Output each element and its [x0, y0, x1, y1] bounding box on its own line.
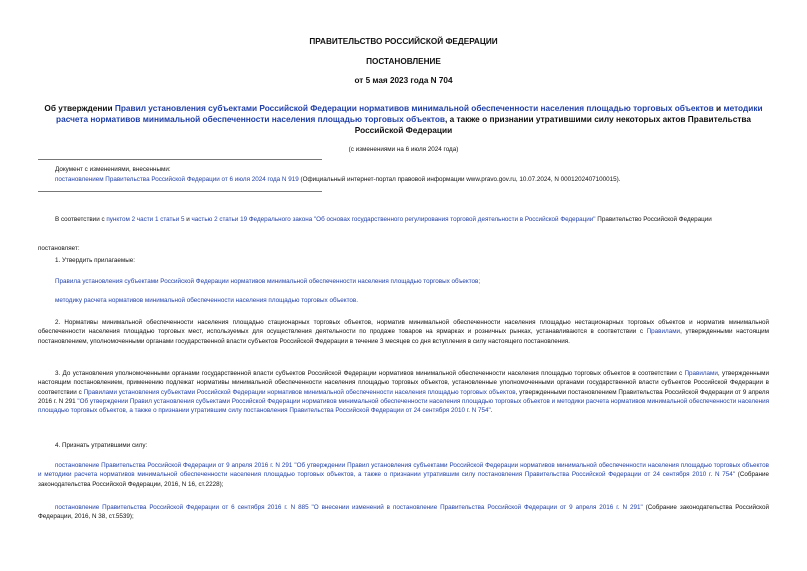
- item-3: [38, 369, 769, 415]
- item-3-text: 3. До установления уполномоченными органами государственной власти субъектов Российской Федерации нормативов минимальной обеспеченности населения площадью торговых объектов в соответствии с: [55, 370, 685, 377]
- item-2: [38, 318, 769, 346]
- item-4-a: [38, 461, 769, 489]
- government-heading: ПРАВИТЕЛЬСТВО РОССИЙСКОЙ ФЕДЕРАЦИИ: [309, 37, 498, 46]
- item-4-b: [38, 503, 769, 522]
- divider-bottom: [38, 191, 322, 192]
- document-type: ПОСТАНОВЛЕНИЕ: [366, 57, 441, 66]
- document-date-number: от 5 мая 2023 года N 704: [354, 76, 453, 85]
- item-2-rules-link[interactable]: Правилами: [646, 328, 681, 336]
- item-2-suffix: , утвержденными настоящим постановлением, уполномоченными органами государственной власти субъектов Российской Федерации в течение 3 месяцев со дня вступления в силу настоящего постановления.: [38, 328, 770, 345]
- paragraph-preamble: [38, 215, 769, 224]
- changes-line: [55, 175, 769, 184]
- item-1-rules-link: [38, 277, 769, 286]
- preamble-suffix: Правительство Российской Федерации: [595, 216, 712, 223]
- divider-top: [38, 159, 322, 160]
- title-conjunction: и: [713, 103, 724, 113]
- item-2-text: 2. Нормативы минимальной обеспеченности населения площадью стационарных торговых объектов, норматив минимальной обеспеченности населения площадью нестационарных торговых объектов и норматив минимальной обеспеченности населения площадью торговых мест, используемых для осуществления деятельности по продаже товаров на ярмарках и розничных рынках, устанавливаются в соответствии с: [38, 319, 769, 336]
- changes-intro: Документ с изменениями, внесенными:: [55, 166, 171, 173]
- law-article5-link[interactable]: пунктом 2 части 1 статьи 5: [106, 216, 185, 223]
- item-4-b-source: (Собрание законодательства Российской Федерации, 2016, N 38, ст.5539);: [38, 504, 769, 521]
- methodology-link[interactable]: методику расчета нормативов минимальной обеспеченности населения площадью торговых объектов.: [55, 297, 359, 304]
- title-prefix: Об утверждении: [44, 103, 115, 113]
- item-4: 4. Признать утратившими силу:: [55, 442, 148, 449]
- document-title: [38, 103, 769, 136]
- revision-note: (с изменениями на 6 июля 2024 года): [348, 146, 459, 153]
- title-suffix: , а также о признании утратившими силу некоторых актов Правительства Российской Федерации: [354, 114, 751, 135]
- resolution-885-link[interactable]: постановление Правительства Российской Федерации от 6 сентября 2016 г. N 885 "О внесении изменений в постановление Правительства Российской Федерации от 9 апреля 2016 г. N 291": [55, 504, 643, 511]
- changes-source: (Официальный интернет-портал правовой информации www.pravo.gov.ru, 10.07.2024, N 0001202407100015).: [298, 176, 621, 183]
- changes-link[interactable]: постановлением Правительства Российской Федерации от 6 июля 2024 года N 919: [55, 176, 299, 183]
- preamble-text: В соответствии с: [55, 216, 107, 223]
- law-article19-link[interactable]: частью 2 статьи 19 Федерального закона "Об основах государственного регулирования торговой деятельности в Российской Федерации": [191, 216, 596, 223]
- item-3-suffix: .: [490, 407, 493, 415]
- item-3-rules-link[interactable]: Правилами: [684, 370, 718, 377]
- item-4-a-source: (Собрание законодательства Российской Федерации, 2016, N 16, ст.2228);: [38, 471, 769, 488]
- item-3-middle: , утвержденными настоящим постановлением, применению подлежат нормативы минимальной обеспеченности населения площадью торговых объектов, установленные уполномоченными органами государственной власти субъектов Российской Федерации в соответствии с: [38, 370, 769, 396]
- decides-label: постановляет:: [38, 245, 80, 252]
- preamble-conjunction: и: [184, 216, 192, 223]
- resolution-291-link[interactable]: постановление Правительства Российской Федерации от 9 апреля 2016 г. N 291 "Об утверждении Правил установления субъектами Российской Федерации нормативов минимальной обеспеченности населения площадью торговых объектов и методики расчета нормативов минимальной обеспеченности населения площадью торговых объектов, а также о признании утратившим силу постановления Правительства Российской Федерации от 24 сентября 2010 г. N 754": [38, 462, 769, 479]
- item-3-middle-2: , утвержденными постановлением Правительства Российской Федерации от 9 апреля 2016 г. N 291: [38, 388, 770, 405]
- title-rules-link[interactable]: Правил установления субъектами Российской Федерации нормативов минимальной обеспеченности населения площадью торговых объектов: [114, 103, 714, 113]
- item-1-methodology-link: [38, 296, 769, 305]
- item-3-old-rules-link[interactable]: Правилами установления субъектами Российской Федерации нормативов минимальной обеспеченности населения площадью торговых объектов: [83, 388, 516, 396]
- title-methodology-link[interactable]: методики расчета нормативов минимальной обеспеченности населения площадью торговых объектов: [56, 103, 763, 124]
- item-1: 1. Утвердить прилагаемые:: [55, 257, 135, 264]
- item-3-resolution-link[interactable]: "Об утверждении Правил установления субъектами Российской Федерации нормативов минимальной обеспеченности населения площадью торговых объектов и методики расчета нормативов минимальной обеспеченности населения площадью торговых объектов, а также о признании утратившим силу постановления Правительства Российской Федерации от 24 сентября 2010 г. N 754": [38, 397, 769, 415]
- rules-link[interactable]: Правила установления субъектами Российской Федерации нормативов минимальной обеспеченности населения площадью торговых объектов;: [55, 278, 481, 285]
